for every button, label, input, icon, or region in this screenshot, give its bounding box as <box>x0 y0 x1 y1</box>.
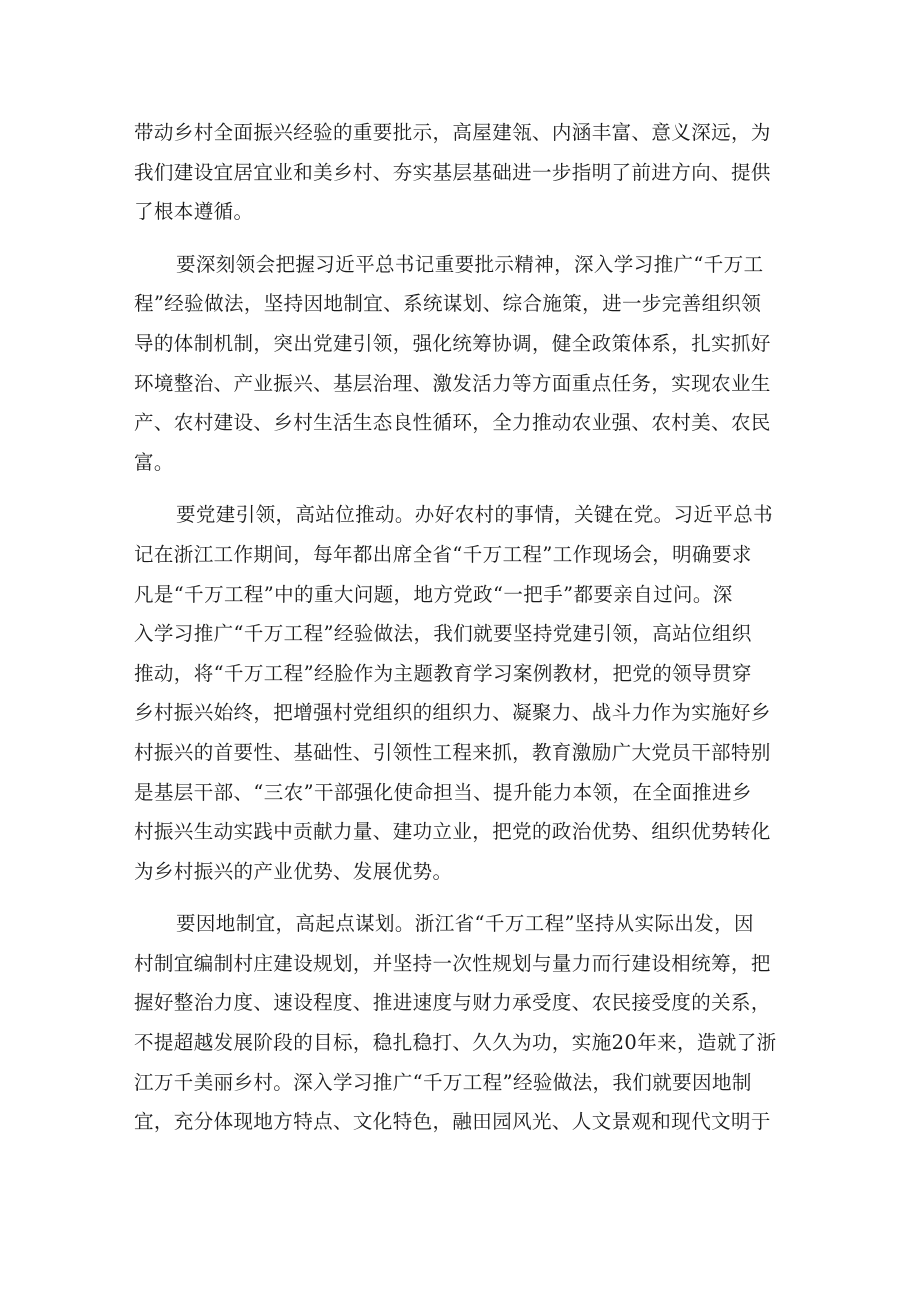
text-line: 记在浙江工作期间，每年都出席全省“千万工程”工作现场会，明确要求 <box>134 542 752 566</box>
text-line: 了根本遵循。 <box>134 200 254 224</box>
text-line: 要深刻领会把握习近平总书记重要批示精神，深入学习推广“千万工 <box>176 252 764 276</box>
text-line: 宜，充分体现地方特点、文化特色，融田园风光、人文景观和现代文明于 <box>134 1110 771 1134</box>
text-line: 乡村振兴始终，把增强村党组织的组织力、凝聚力、战斗力作为实施好乡 <box>134 701 771 725</box>
text-line: 推动，将“千万工程”经脸作为主题教育学习案例教材，把党的领导贯穿 <box>134 661 752 685</box>
paragraph-2 <box>134 245 794 483</box>
text-line: 程”经验做法，坚持因地制宜、系统谋划、综合施策，进一步完善组织领 <box>134 292 762 316</box>
text-line: 产、农村建设、乡村生活生态良性循环，全力推动农业强、农村美、农民 <box>134 411 771 435</box>
text-line: 我们建设宜居宜业和美乡村、夯实基层基础进一步指明了前进方向、提供 <box>134 160 771 184</box>
text-line: 环境整治、产业振兴、基层治理、激发活力等方面重点任务，实现农业生 <box>134 371 771 395</box>
text-line: 村制宜编制村庄建设规划，并坚持一次性规划与量力而行建设相统筹，把 <box>134 951 771 975</box>
paragraph-4 <box>134 904 794 1142</box>
text-line: 导的体制机制，突出党建引领，强化统筹协调，健全政策体系，扎实抓好 <box>134 331 771 355</box>
text-line: 凡是“千万工程”中的重大问题，地方党政“一把手”都要亲自过问。深 <box>134 582 733 606</box>
paragraph-1 <box>134 113 794 232</box>
text-line: 是基层干部、“三农”干部强化使命担当、提升能力本领，在全面推进乡 <box>134 780 752 804</box>
text-line: 富。 <box>134 450 174 474</box>
text-line: 要党建引领，高站位推动。办好农村的事情，关键在党。习近平总书 <box>176 503 774 527</box>
paragraph-3 <box>134 495 794 891</box>
document-body <box>134 113 794 1142</box>
text-line: 江万千美丽乡村。深入学习推广“千万工程”经验做法，我们就要因地制 <box>134 1070 752 1094</box>
text-line: 村振兴的首要性、基础性、引领性工程来抓，教育激励广大党员干部特别 <box>134 740 771 764</box>
text-line: 不提超越发展阶段的目标，稳扎稳打、久久为功，实施20年来，造就了浙 <box>134 1031 777 1055</box>
text-line: 入学习推广“千万工程”经验做法，我们就要坚持党建引领，高站位组织 <box>134 622 752 646</box>
text-line: 要因地制宜，高起点谋划。浙江省“千万工程”坚持从实际出发，因 <box>176 912 754 936</box>
text-line: 握好整治力度、速设程度、推进速度与财力承受度、农民接受度的关系， <box>134 991 771 1015</box>
text-line: 带动乡村全面振兴经验的重要批示，高屋建瓴、内涵丰富、意义深远，为 <box>134 121 771 144</box>
text-line: 村振兴生动实践中贡献力量、建功立业，把党的政治优势、组织优势转化 <box>134 820 771 844</box>
text-line: 为乡村振兴的产业优势、发展优势。 <box>134 859 453 883</box>
